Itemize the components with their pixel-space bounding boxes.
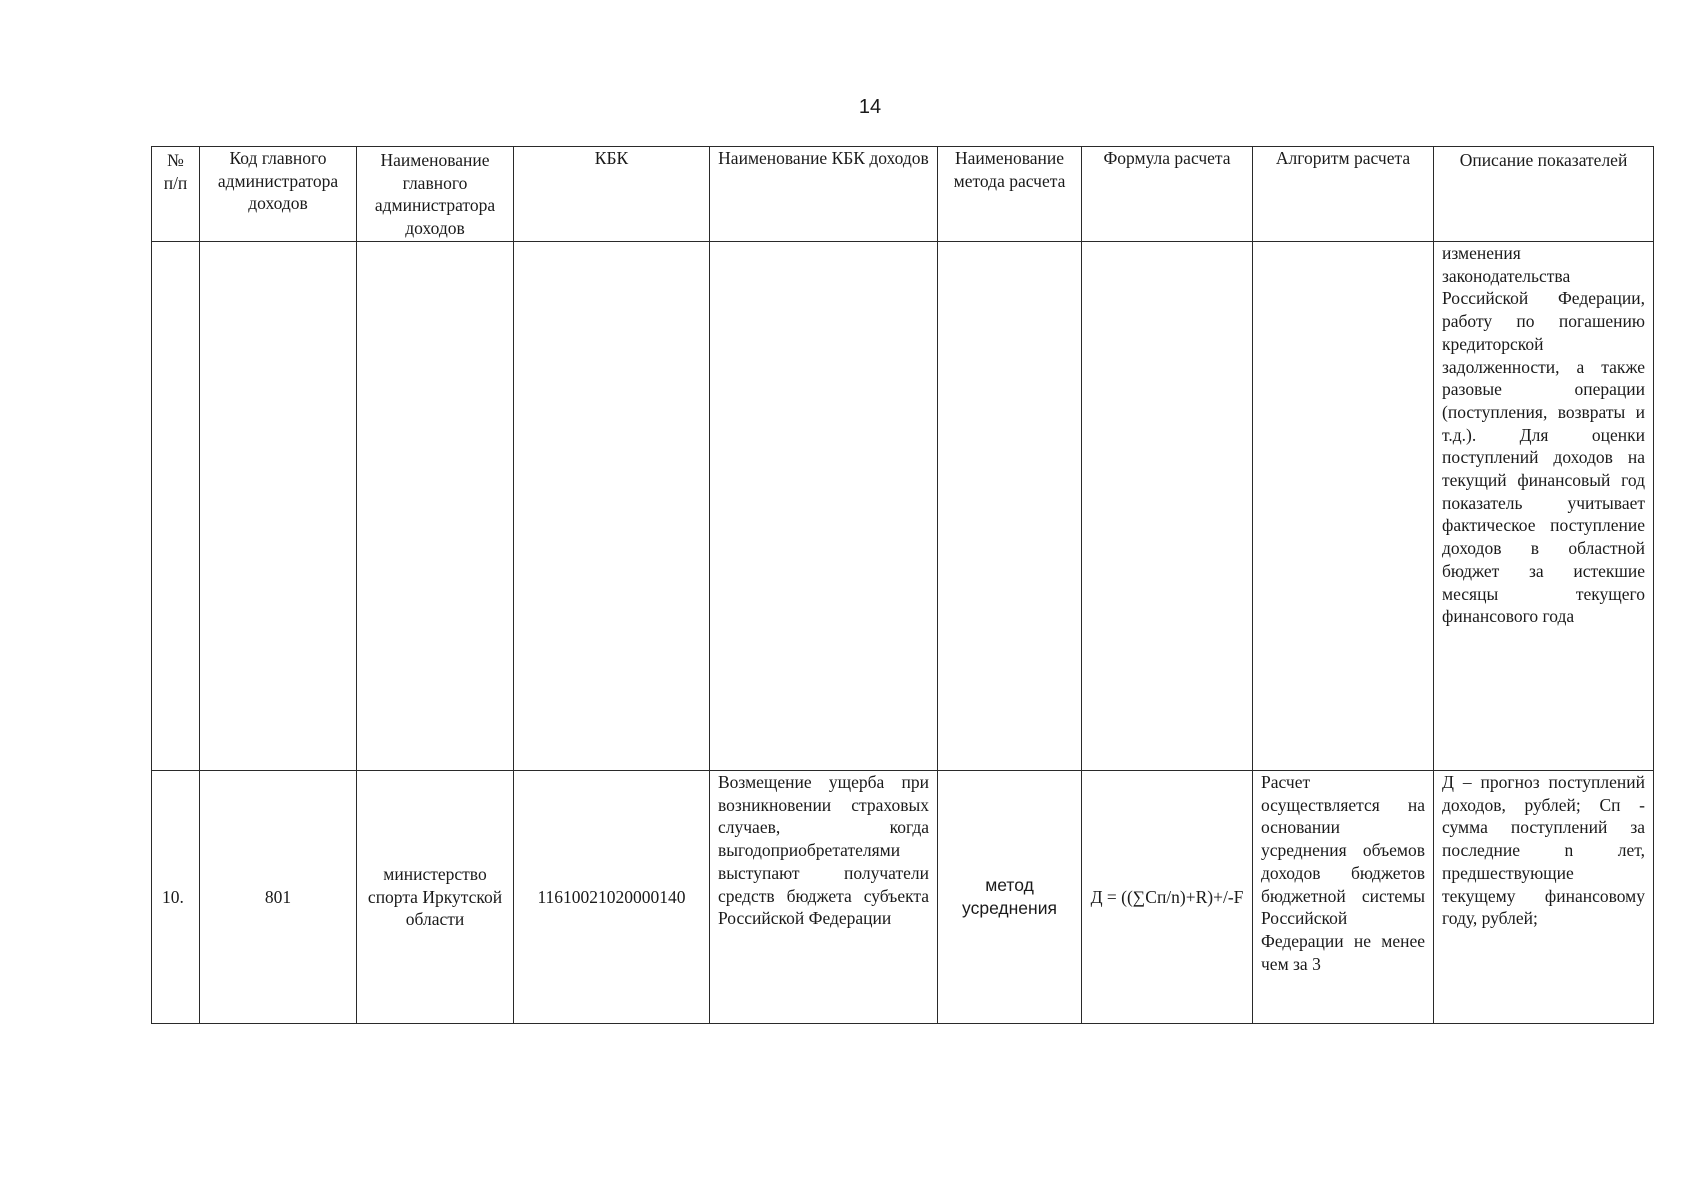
cell-method — [938, 242, 1082, 771]
header-algorithm: Алгоритм расчета — [1253, 147, 1434, 242]
cell-admin-code — [200, 242, 357, 771]
cell-method: метод усреднения — [938, 771, 1082, 1024]
header-method: Наименование метода расчета — [938, 147, 1082, 242]
cell-description: изменения законодательства Российской Федерации, работу по погашению кредиторской задолженности, а также разовые операции (поступления, возвраты и т.д.). Для оценки поступлений доходов на текущий финансовый год показатель учитывает фактическое поступление доходов в областной бюджет за истекшие месяцы текущего финансового года — [1434, 242, 1654, 771]
table-row-10 — [152, 771, 1654, 1024]
cell-algorithm: Расчет осуществляется на основании усреднения объемов доходов бюджетов бюджетной системы Российской Федерации не менее чем за 3 — [1253, 771, 1434, 1024]
revenue-calculation-table — [151, 146, 1654, 1024]
cell-kbk-name: Возмещение ущерба при возникновении страховых случаев, когда выгодоприобретателями выступают получатели средств бюджета субъекта Российской Федерации — [710, 771, 938, 1024]
table-header-row — [152, 147, 1654, 242]
cell-kbk — [514, 242, 710, 771]
cell-description: Д – прогноз поступлений доходов, рублей; Сп - сумма поступлений за последние n лет, предшествующие текущему финансовому году, рублей; — [1434, 771, 1654, 1024]
header-admin-code: Код главного администратора доходов — [200, 147, 357, 242]
cell-num — [152, 242, 200, 771]
page-number: 14 — [858, 96, 882, 118]
table-row-continuation — [152, 242, 1654, 771]
cell-admin-code: 801 — [200, 771, 357, 1024]
cell-kbk-name — [710, 242, 938, 771]
cell-formula: Д = ((∑Сп/n)+R)+/-F — [1082, 771, 1253, 1024]
header-kbk-name: Наименование КБК доходов — [710, 147, 938, 242]
cell-formula — [1082, 242, 1253, 771]
header-kbk: КБК — [514, 147, 710, 242]
header-num: № п/п — [152, 147, 200, 242]
cell-admin-name: министерство спорта Иркутской области — [357, 771, 514, 1024]
header-admin-name: Наименование главного администратора доходов — [357, 147, 514, 242]
cell-algorithm — [1253, 242, 1434, 771]
header-description: Описание показателей — [1434, 147, 1654, 242]
cell-kbk: 11610021020000140 — [514, 771, 710, 1024]
cell-num: 10. — [152, 771, 200, 1024]
cell-admin-name — [357, 242, 514, 771]
header-formula: Формула расчета — [1082, 147, 1253, 242]
